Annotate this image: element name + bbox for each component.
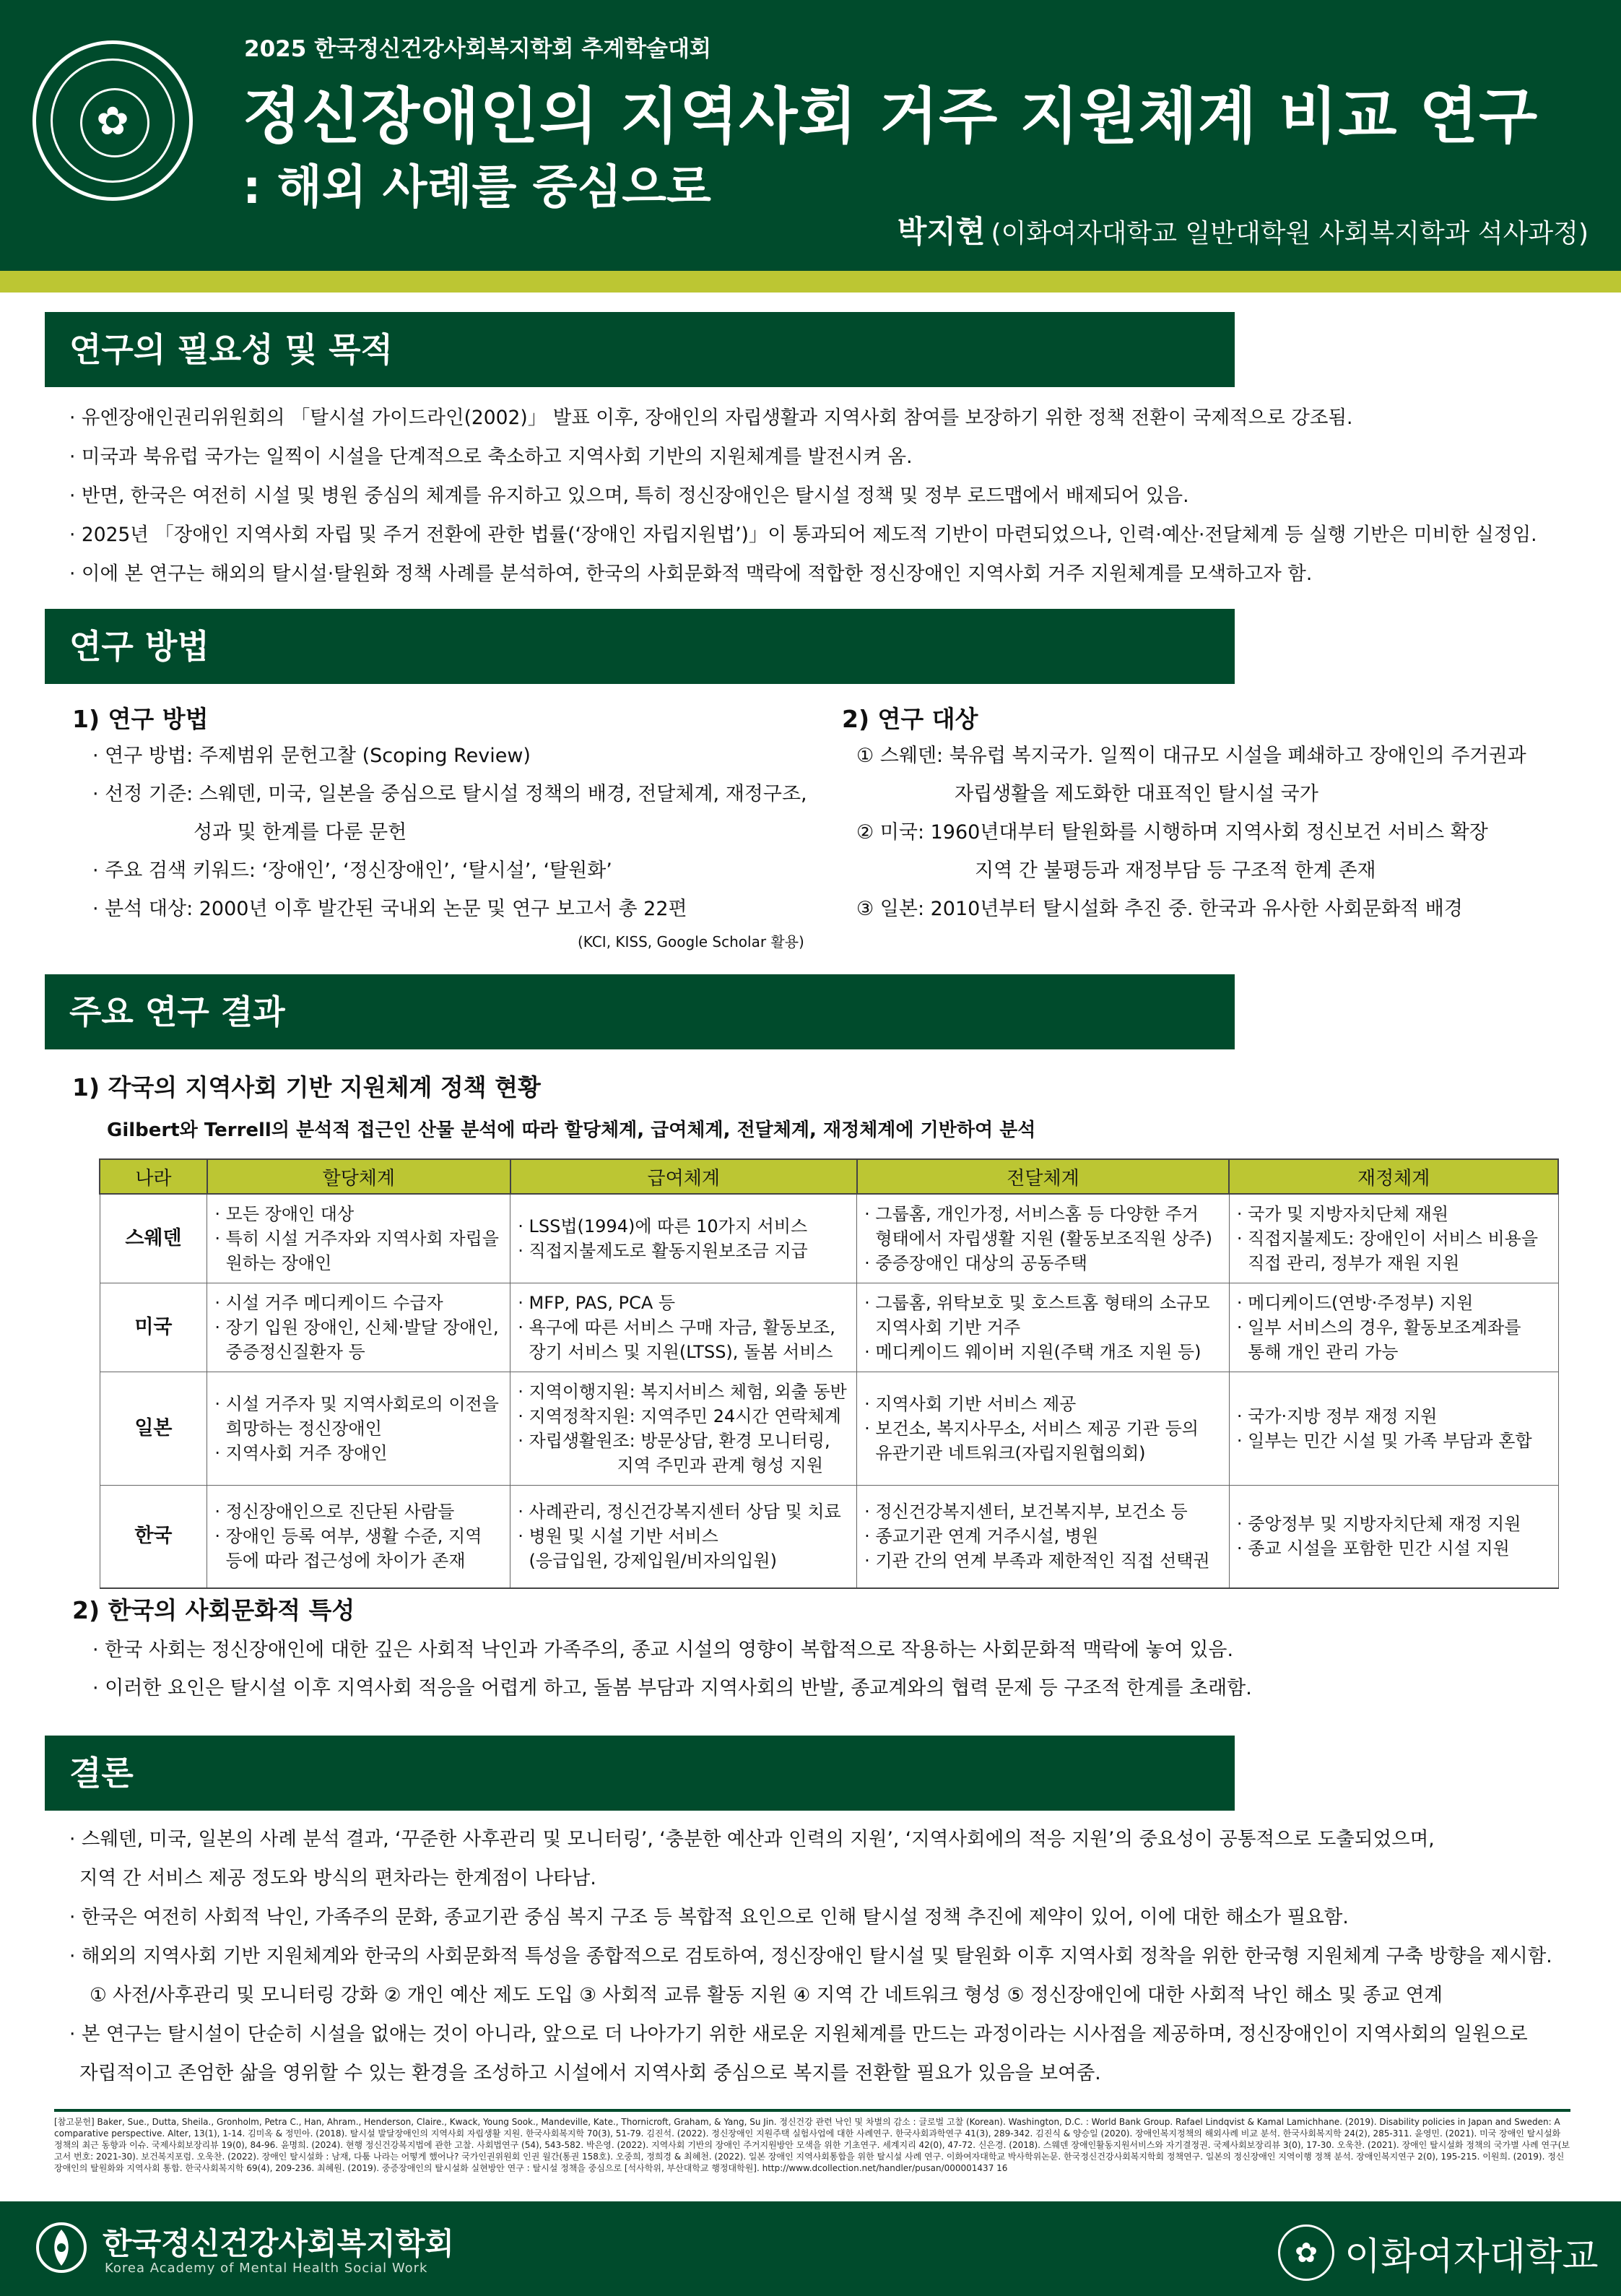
table-cell-line: · 지역정착지원: 지역주민 24시간 연락체계 bbox=[518, 1406, 841, 1426]
table-cell-line: · 시설 거주 메디케이드 수급자 bbox=[214, 1293, 443, 1313]
purpose-item: · 미국과 북유럽 국가는 일찍이 시설을 단계적으로 축소하고 지역사회 기반의 지원체계를 발전시켜 옴. bbox=[69, 446, 913, 468]
table-cell-line: · 장기 입원 장애인, 신체·발달 장애인, bbox=[214, 1317, 499, 1338]
target-item: 자립생활을 제도화한 대표적인 탈시설 국가 bbox=[955, 783, 1318, 805]
conclusion-item: · 본 연구는 탈시설이 단순히 시설을 없애는 것이 아니라, 앞으로 더 나아가기 위한 새로운 지원체계를 만드는 과정이라는 시사점을 제공하며, 정신장애인이 지역사회의 일원으로 bbox=[69, 2023, 1528, 2045]
header-accent-strip bbox=[0, 271, 1621, 293]
conclusion-item: · 해외의 지역사회 기반 지원체계와 한국의 사회문화적 특성을 종합적으로 검토하여, 정신장애인 탈시설 및 탈원화 이후 지역사회 정착을 위한 한국형 지원체계 구축 방향을 제시함. bbox=[69, 1945, 1552, 1967]
table-cell-line: · 메디케이드(연방·주정부) 지원 bbox=[1236, 1293, 1474, 1313]
target-subheading: 2) 연구 대상 bbox=[842, 705, 978, 733]
purpose-item: · 유엔장애인권리위원회의 「탈시설 가이드라인(2002)」 발표 이후, 장애인의 자립생활과 지역사회 참여를 보장하기 위한 정책 전환이 국제적으로 강조됨. bbox=[69, 407, 1353, 429]
table-country-cell: 미국 bbox=[100, 1283, 207, 1372]
target-list bbox=[856, 737, 1526, 928]
target-item: ② 미국: 1960년대부터 탈원화를 시행하며 지역사회 정신보건 서비스 확장 bbox=[856, 821, 1488, 844]
table-cell bbox=[510, 1486, 857, 1588]
korea-context-item: · 한국 사회는 정신장애인에 대한 깊은 사회적 낙인과 가족주의, 종교 시설의 영향이 복합적으로 작용하는 사회문화적 맥락에 놓여 있음. bbox=[92, 1639, 1234, 1661]
target-item: ③ 일본: 2010년부터 탈시설화 추진 중. 한국과 유사한 사회문화적 배경 bbox=[856, 898, 1463, 920]
conclusion-item: · 스웨덴, 미국, 일본의 사례 분석 결과, ‘꾸준한 사후관리 및 모니터링’, ‘충분한 예산과 인력의 지원’, ‘지역사회에의 적응 지원’의 중요성이 공통적으로 도출되었으며, bbox=[69, 1828, 1435, 1850]
references: [참고문헌] Baker, Sue., Dutta, Sheila., Gronholm, Petra C., Han, Ahram., Henderson, Claire., Kwack, Young Sook., Mandeville, Kate., Thornicroft, Graham, & Yang, Su Jin. 정신건강 관련 낙인 및 차별의 감소 : 글로벌 고찰 (Korean). Washington, D.C. : World Bank Group. Rafael Lindqvist & Kamal Lamichhane. (2019). Disability policies in Japan and Sweden: A comparative perspective. Alter, 13(1), 1-14. 김미옥 & 정민아. (2018). 탈시설 발달장애인의 지역사회 자립생활 지원. 한국사회복지학 70(3), 51-79. 김진석. (2022). 정신장애인 지원주택 실험사업에 대한 사례연구. 한국사회과학연구 41(3), 289-342. 김진식 & 양승일 (2020). 장애인복지정책의 해외사례 비교 분석. 한국사회복지학 24(2), 285-311. 윤영민. (2021). 미국 장애인 탈시설화 정책의 최근 동향과 이슈. 국제사회보장리뷰 19(0), 84-96. 윤명희. (2024). 현행 정신건강복지법에 관한 고찰. 사회법연구 (54), 543-582. 박은영. (2022). 지역사회 기반의 장애인 주거지원방안 모색을 위한 기초연구. 세계지리 42(0), 47-72. 신은경. (2018). 스웨덴 장애인활동지원서비스와 자기결정권. 국제사회보장리뷰 3(0), 17-30. 오욱찬. (2021). 장애인 탈시설화 정책의 국가별 사례 연구(보고서 번호: 2021-30). 보건복지포럼. 오욱찬. (2022). 장애인 탈시설화 : 남재, 다툼 나라는 어떻게 했어나? 국가인권위원회 인권 월간(통권 158호). 오중희, 정희경 & 최혜천. (2022). 일본 장애인 지역사회통합을 위한 탈시설 사례 연구. 이화여자대학교 박사학위논문. 한국정신건강사회복지학회 정책연구. 일본의 정신장애인 지역이행 정책 분석. 장애인복지연구 2(0), 195-215. 이원희. (2019). 정신장애인의 탈원화와 지역사회 통합. 한국사회복지학 69(4), 209-236. 최혜원. (2019). 중증장애인의 탈시설화 실현방안 연구 : 탈시설 정책을 중심으로 [석사학위, 부산대학교 행정대학원]. http://www.dcollection.net/handler/pusan/000001437 16 bbox=[54, 2109, 1570, 2174]
table-cell-line: · 특히 시설 거주자와 지역사회 자립을 bbox=[214, 1229, 499, 1249]
table-cell-line: 통해 개인 관리 가능 bbox=[1236, 1342, 1399, 1362]
table-cell bbox=[510, 1372, 857, 1486]
table-cell-line: · 일부 서비스의 경우, 활동보조계좌를 bbox=[1236, 1317, 1521, 1338]
table-cell bbox=[1229, 1194, 1558, 1283]
table-cell-line: · 국가·지방 정부 재정 지원 bbox=[1236, 1406, 1438, 1426]
method-item: 성과 및 한계를 다룬 문헌 bbox=[194, 821, 407, 844]
method-item: · 주요 검색 키워드: ‘장애인’, ‘정신장애인’, ‘탈시설’, ‘탈원화’ bbox=[92, 859, 612, 882]
table-cell-line: · 정신장애인으로 진단된 사람들 bbox=[214, 1502, 455, 1522]
conference-name: 2025 한국정신건강사회복지학회 추계학술대회 bbox=[244, 36, 711, 62]
table-cell-line: · 사례관리, 정신건강복지센터 상담 및 치료 bbox=[518, 1502, 841, 1522]
table-header: 할당체계 bbox=[207, 1159, 510, 1194]
table-cell-line: 희망하는 정신장애인 bbox=[214, 1418, 382, 1439]
university-name: 이화여자대학교 bbox=[1344, 2235, 1599, 2279]
purpose-list bbox=[69, 399, 1537, 594]
results-description: Gilbert와 Terrell의 분석적 접근인 산물 분석에 따라 할당체계, 급여체계, 전달체계, 재정체계에 기반하여 분석 bbox=[107, 1119, 1036, 1141]
table-row bbox=[100, 1283, 1558, 1372]
conclusion-item: ① 사전/사후관리 및 모니터링 강화 ② 개인 예산 제도 도입 ③ 사회적 교류 활동 지원 ④ 지역 간 네트워크 형성 ⑤ 정신장애인에 대한 사회적 낙인 해소 및 종교 연계 bbox=[90, 1984, 1443, 2006]
results-subheading-2: 2) 한국의 사회문화적 특성 bbox=[72, 1596, 355, 1624]
table-cell bbox=[857, 1283, 1230, 1372]
table-cell-line: 형태에서 자립생활 지원 (활동보조직원 상주) bbox=[864, 1229, 1212, 1249]
table-cell-line: 중증정신질환자 등 bbox=[214, 1342, 365, 1362]
table-cell-line: · 그룹홈, 위탁보호 및 호스트홈 형태의 소규모 bbox=[864, 1293, 1210, 1313]
author-affiliation: (이화여자대학교 일반대학원 사회복지학과 석사과정) bbox=[991, 219, 1589, 248]
table-cell-line: · 중앙정부 및 지방자치단체 재정 지원 bbox=[1236, 1514, 1521, 1535]
table-cell bbox=[857, 1486, 1230, 1588]
table-cell bbox=[1229, 1486, 1558, 1588]
academy-logo-icon bbox=[35, 2221, 88, 2274]
table-cell bbox=[857, 1194, 1230, 1283]
author-name: 박지현 bbox=[897, 214, 986, 249]
table-cell bbox=[857, 1372, 1230, 1486]
academy-name-en: Korea Academy of Mental Health Social Work bbox=[105, 2261, 428, 2276]
table-cell bbox=[510, 1194, 857, 1283]
table-cell-line: · 장애인 등록 여부, 생활 수준, 지역 bbox=[214, 1526, 482, 1547]
ewha-seal-logo bbox=[32, 40, 193, 201]
table-country-cell: 일본 bbox=[100, 1372, 207, 1486]
section-title-method: 연구 방법 bbox=[45, 609, 1235, 684]
table-cell bbox=[510, 1283, 857, 1372]
table-cell bbox=[207, 1283, 510, 1372]
table-cell-line: 장기 서비스 및 지원(LTSS), 돌봄 서비스 bbox=[518, 1342, 833, 1362]
conclusion-item: 지역 간 서비스 제공 정도와 방식의 편차라는 한계점이 나타남. bbox=[79, 1867, 596, 1889]
method-item: · 선정 기준: 스웨덴, 미국, 일본을 중심으로 탈시설 정책의 배경, 전달체계, 재정구조, bbox=[92, 783, 807, 805]
korea-context-list bbox=[92, 1631, 1252, 1707]
table-header: 재정체계 bbox=[1229, 1159, 1558, 1194]
purpose-item: · 반면, 한국은 여전히 시설 및 병원 중심의 체계를 유지하고 있으며, 특히 정신장애인은 탈시설 정책 및 정부 로드맵에서 배제되어 있음. bbox=[69, 485, 1189, 507]
table-cell-line: 등에 따라 접근성에 차이가 존재 bbox=[214, 1551, 466, 1572]
poster-title: 정신장애인의 지역사회 거주 지원체계 비교 연구 bbox=[243, 81, 1539, 152]
target-item: 지역 간 불평등과 재정부담 등 구조적 한계 존재 bbox=[975, 859, 1376, 882]
table-cell-line: 직접 관리, 정부가 재원 지원 bbox=[1236, 1253, 1460, 1273]
conclusion-item: · 한국은 여전히 사회적 낙인, 가족주의 문화, 종교기관 중심 복지 구조 등 복합적 요인으로 인해 탈시설 정책 추진에 제약이 있어, 이에 대한 해소가 필요함. bbox=[69, 1906, 1349, 1928]
table-cell-line: · 병원 및 시설 기반 서비스 bbox=[518, 1526, 718, 1547]
table-cell-line: · 자립생활원조: 방문상담, 환경 모니터링, bbox=[518, 1431, 830, 1451]
table-cell-line: · 기관 간의 연계 부족과 제한적인 직접 선택권 bbox=[864, 1551, 1210, 1572]
table-cell-line: · 모든 장애인 대상 bbox=[214, 1204, 355, 1224]
table-cell bbox=[207, 1372, 510, 1486]
section-title-results: 주요 연구 결과 bbox=[45, 974, 1235, 1049]
table-cell-line: · 종교기관 연계 거주시설, 병원 bbox=[864, 1526, 1099, 1547]
method-item: · 분석 대상: 2000년 이후 발간된 국내외 논문 및 연구 보고서 총 22편 bbox=[92, 898, 687, 920]
method-subheading: 1) 연구 방법 bbox=[72, 705, 209, 733]
table-cell-line: · 보건소, 복지사무소, 서비스 제공 기관 등의 bbox=[864, 1418, 1199, 1439]
table-country-cell: 스웨덴 bbox=[100, 1194, 207, 1283]
korea-context-item: · 이러한 요인은 탈시설 이후 지역사회 적응을 어렵게 하고, 돌봄 부담과 지역사회의 반발, 종교계와의 협력 문제 등 구조적 한계를 초래함. bbox=[92, 1677, 1252, 1699]
policy-comparison-table bbox=[99, 1158, 1559, 1589]
table-cell-line: · 지역사회 기반 서비스 제공 bbox=[864, 1394, 1077, 1414]
table-cell bbox=[1229, 1372, 1558, 1486]
table-row bbox=[100, 1372, 1558, 1486]
table-cell-line: · 직접지불제도로 활동지원보조금 지급 bbox=[518, 1241, 808, 1261]
table-cell-line: · MFP, PAS, PCA 등 bbox=[518, 1293, 676, 1313]
poster-subtitle: : 해외 사례를 중심으로 bbox=[243, 161, 711, 215]
table-header: 나라 bbox=[100, 1159, 207, 1194]
table-header-row bbox=[100, 1159, 1558, 1194]
author-line bbox=[898, 208, 1589, 251]
table-cell bbox=[207, 1486, 510, 1588]
results-subheading-1: 1) 각국의 지역사회 기반 지원체계 정책 현황 bbox=[72, 1073, 541, 1101]
table-cell-line: · 욕구에 따른 서비스 구매 자금, 활동보조, bbox=[518, 1317, 835, 1338]
table-cell-line: · 국가 및 지방자치단체 재원 bbox=[1236, 1204, 1449, 1224]
table-cell-line: · LSS법(1994)에 따른 10가지 서비스 bbox=[518, 1216, 808, 1236]
table-cell-line: · 종교 시설을 포함한 민간 시설 지원 bbox=[1236, 1538, 1510, 1559]
conclusion-list bbox=[69, 1820, 1552, 2093]
table-cell-line: · 직접지불제도: 장애인이 서비스 비용을 bbox=[1236, 1229, 1539, 1249]
table-cell-line: (응급입원, 강제입원/비자의입원) bbox=[518, 1551, 777, 1572]
academy-name: 한국정신건강사회복지학회 bbox=[103, 2226, 454, 2261]
table-cell bbox=[207, 1194, 510, 1283]
table-row bbox=[100, 1486, 1558, 1588]
table-cell-line: · 메디케이드 웨이버 지원(주택 개조 지원 등) bbox=[864, 1342, 1201, 1362]
table-header: 급여체계 bbox=[510, 1159, 857, 1194]
table-cell-line: 원하는 장애인 bbox=[214, 1253, 332, 1273]
purpose-item: · 2025년 「장애인 지역사회 자립 및 주거 전환에 관한 법률(‘장애인 자립지원법’)」이 통과되어 제도적 기반이 마련되었으나, 인력·예산·전달체계 등 실행 기반은 미비한 실정임. bbox=[69, 524, 1537, 546]
purpose-item: · 이에 본 연구는 해외의 탈시설·탈원화 정책 사례를 분석하여, 한국의 사회문화적 맥락에 적합한 정신장애인 지역사회 거주 지원체계를 모색하고자 함. bbox=[69, 563, 1313, 585]
section-title-conclusion: 결론 bbox=[45, 1736, 1235, 1811]
section-title-purpose: 연구의 필요성 및 목적 bbox=[45, 312, 1235, 387]
table-row bbox=[100, 1194, 1558, 1283]
table-cell-line: · 정신건강복지센터, 보건복지부, 보건소 등 bbox=[864, 1502, 1188, 1522]
table-cell bbox=[1229, 1283, 1558, 1372]
table-cell-line: 지역 주민과 관계 형성 지원 bbox=[518, 1455, 824, 1476]
table-cell-line: · 중증장애인 대상의 공동주택 bbox=[864, 1253, 1087, 1273]
univ-seal-icon: ✿ bbox=[1278, 2224, 1334, 2281]
method-list bbox=[92, 737, 807, 928]
method-item: · 연구 방법: 주제범위 문헌고찰 (Scoping Review) bbox=[92, 745, 531, 767]
table-cell-line: · 지역사회 거주 장애인 bbox=[214, 1443, 388, 1463]
conclusion-item: 자립적이고 존엄한 삶을 영위할 수 있는 환경을 조성하고 시설에서 지역사회 중심으로 복지를 전환할 필요가 있음을 보여줌. bbox=[79, 2062, 1101, 2084]
method-source-note: (KCI, KISS, Google Scholar 활용) bbox=[578, 933, 804, 950]
target-item: ① 스웨덴: 북유럽 복지국가. 일찍이 대규모 시설을 폐쇄하고 장애인의 주거권과 bbox=[856, 745, 1526, 767]
table-cell-line: · 일부는 민간 시설 및 가족 부담과 혼합 bbox=[1236, 1431, 1532, 1451]
table-cell-line: 유관기관 네트워크(자립지원협의회) bbox=[864, 1443, 1146, 1463]
table-cell-line: · 지역이행지원: 복지서비스 체험, 외출 동반 bbox=[518, 1382, 847, 1402]
table-cell-line: 지역사회 기반 거주 bbox=[864, 1317, 1021, 1338]
table-cell-line: · 그룹홈, 개인가정, 서비스홈 등 다양한 주거 bbox=[864, 1204, 1199, 1224]
table-header: 전달체계 bbox=[857, 1159, 1230, 1194]
table-country-cell: 한국 bbox=[100, 1486, 207, 1588]
table-cell-line: · 시설 거주자 및 지역사회로의 이전을 bbox=[214, 1394, 499, 1414]
